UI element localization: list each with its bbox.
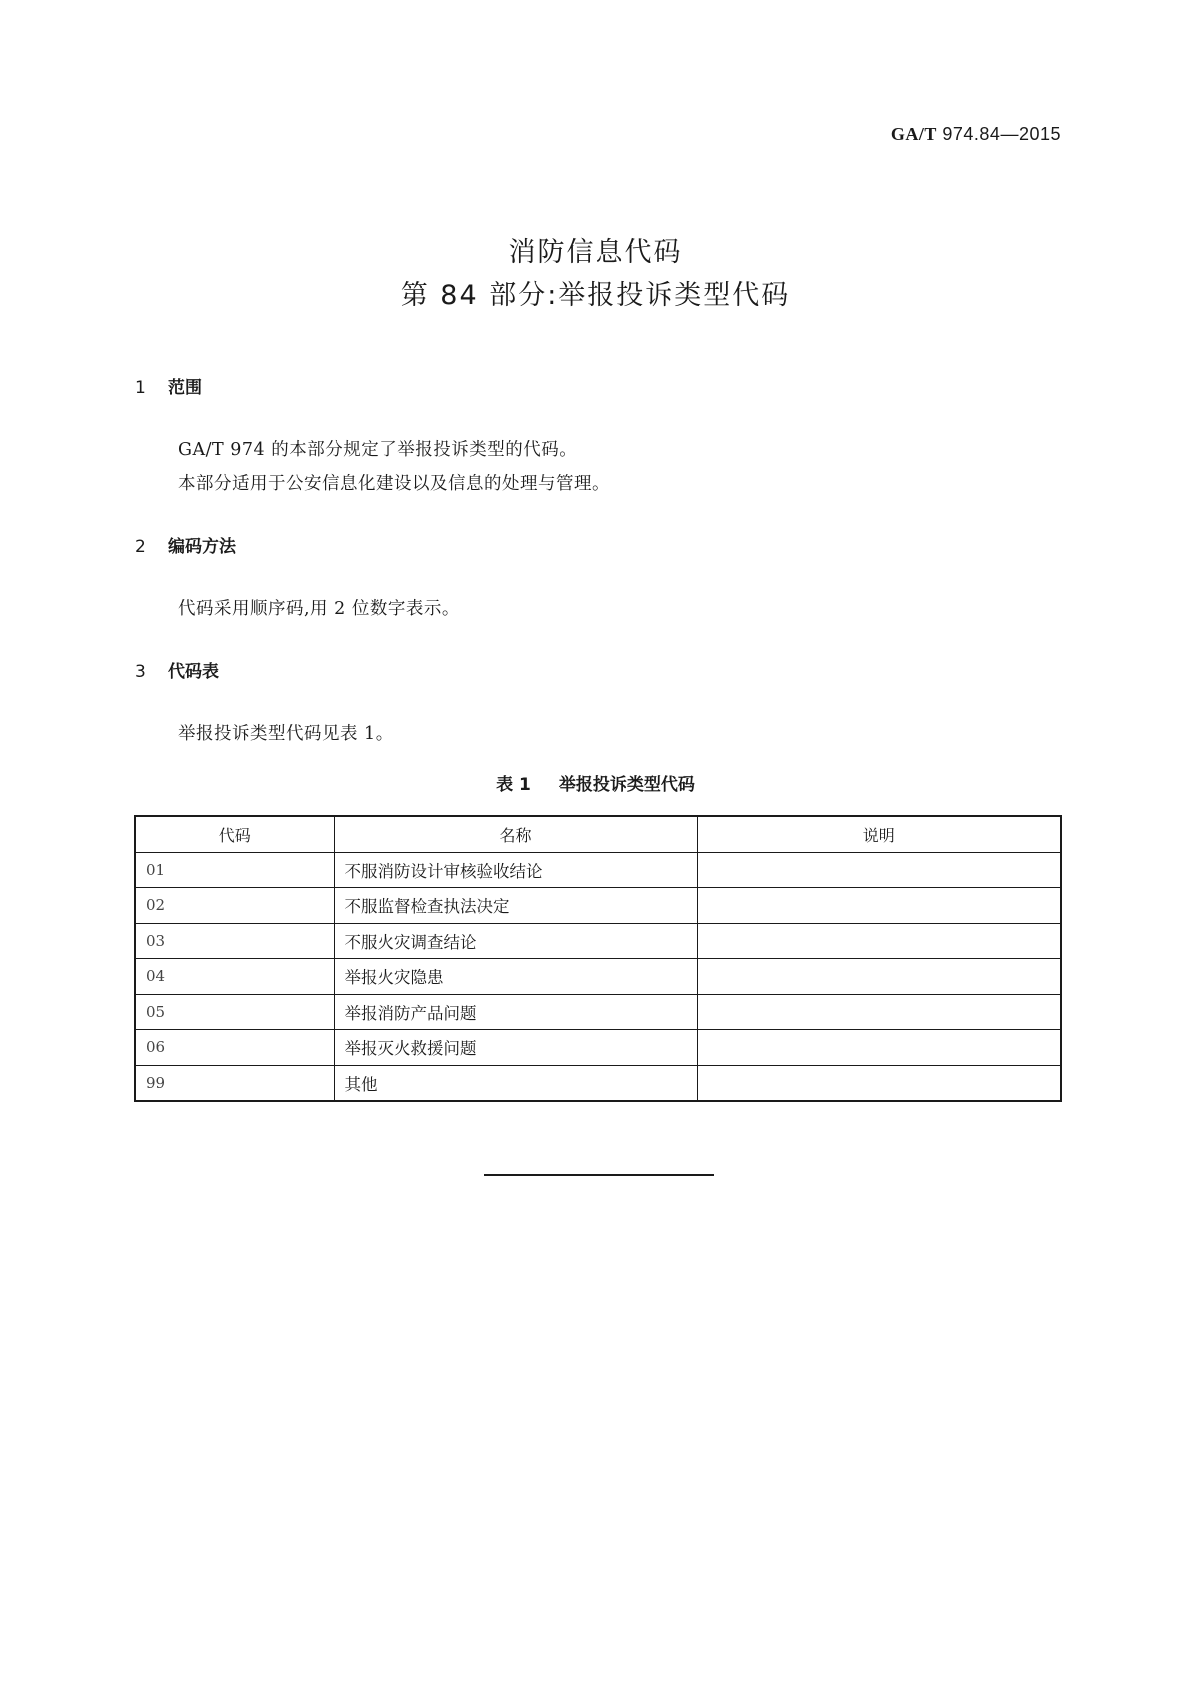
column-header-note: 说明 xyxy=(697,816,1061,852)
table-row xyxy=(135,1065,1061,1101)
paragraph: 举报投诉类型代码见表 1。 xyxy=(178,724,394,744)
cell-name: 不服火灾调查结论 xyxy=(334,923,697,959)
section-number: 1 xyxy=(135,378,146,398)
end-of-document-rule xyxy=(484,1174,714,1176)
cell-note xyxy=(697,852,1061,888)
document-subtitle: 第 84 部分:举报投诉类型代码 xyxy=(400,280,791,311)
section-number: 2 xyxy=(135,537,146,557)
cell-code: 06 xyxy=(135,1030,334,1066)
paragraph: 本部分适用于公安信息化建设以及信息的处理与管理。 xyxy=(178,474,610,494)
cell-note xyxy=(697,994,1061,1030)
cell-name: 不服监督检查执法决定 xyxy=(334,888,697,924)
column-header-code: 代码 xyxy=(135,816,334,852)
paragraph: GA/T 974 的本部分规定了举报投诉类型的代码。 xyxy=(178,440,578,460)
section-heading-scope xyxy=(135,373,202,398)
cell-code: 99 xyxy=(135,1065,334,1101)
standard-number xyxy=(891,124,1061,145)
column-header-name: 名称 xyxy=(334,816,697,852)
cell-code: 04 xyxy=(135,959,334,995)
cell-note xyxy=(697,959,1061,995)
table-row xyxy=(135,923,1061,959)
cell-note xyxy=(697,888,1061,924)
table-row xyxy=(135,1030,1061,1066)
cell-name: 不服消防设计审核验收结论 xyxy=(334,852,697,888)
section-title: 范围 xyxy=(168,378,202,398)
standard-prefix: GA/T xyxy=(890,124,937,144)
section-heading-coding-method xyxy=(135,532,236,557)
cell-name: 举报火灾隐患 xyxy=(334,959,697,995)
cell-note xyxy=(697,923,1061,959)
cell-name: 举报灭火救援问题 xyxy=(334,1030,697,1066)
table-row xyxy=(135,994,1061,1030)
section-heading-code-table xyxy=(135,657,219,682)
section-number: 3 xyxy=(135,662,146,682)
table-row xyxy=(135,852,1061,888)
code-table xyxy=(134,815,1062,1102)
cell-name: 举报消防产品问题 xyxy=(334,994,697,1030)
section-title: 编码方法 xyxy=(168,537,236,557)
table-caption-label: 表 1 xyxy=(496,775,531,795)
table-header-row xyxy=(135,816,1061,852)
table-caption-title: 举报投诉类型代码 xyxy=(558,775,695,795)
cell-name: 其他 xyxy=(334,1065,697,1101)
document-title: 消防信息代码 xyxy=(508,237,683,268)
cell-code: 02 xyxy=(135,888,334,924)
cell-note xyxy=(697,1030,1061,1066)
table-row xyxy=(135,959,1061,995)
standard-code: 974.84—2015 xyxy=(942,124,1061,144)
table-caption xyxy=(0,770,1191,795)
cell-note xyxy=(697,1065,1061,1101)
section-title: 代码表 xyxy=(168,662,219,682)
cell-code: 01 xyxy=(135,852,334,888)
paragraph: 代码采用顺序码,用 2 位数字表示。 xyxy=(178,599,460,619)
cell-code: 03 xyxy=(135,923,334,959)
table-row xyxy=(135,888,1061,924)
cell-code: 05 xyxy=(135,994,334,1030)
